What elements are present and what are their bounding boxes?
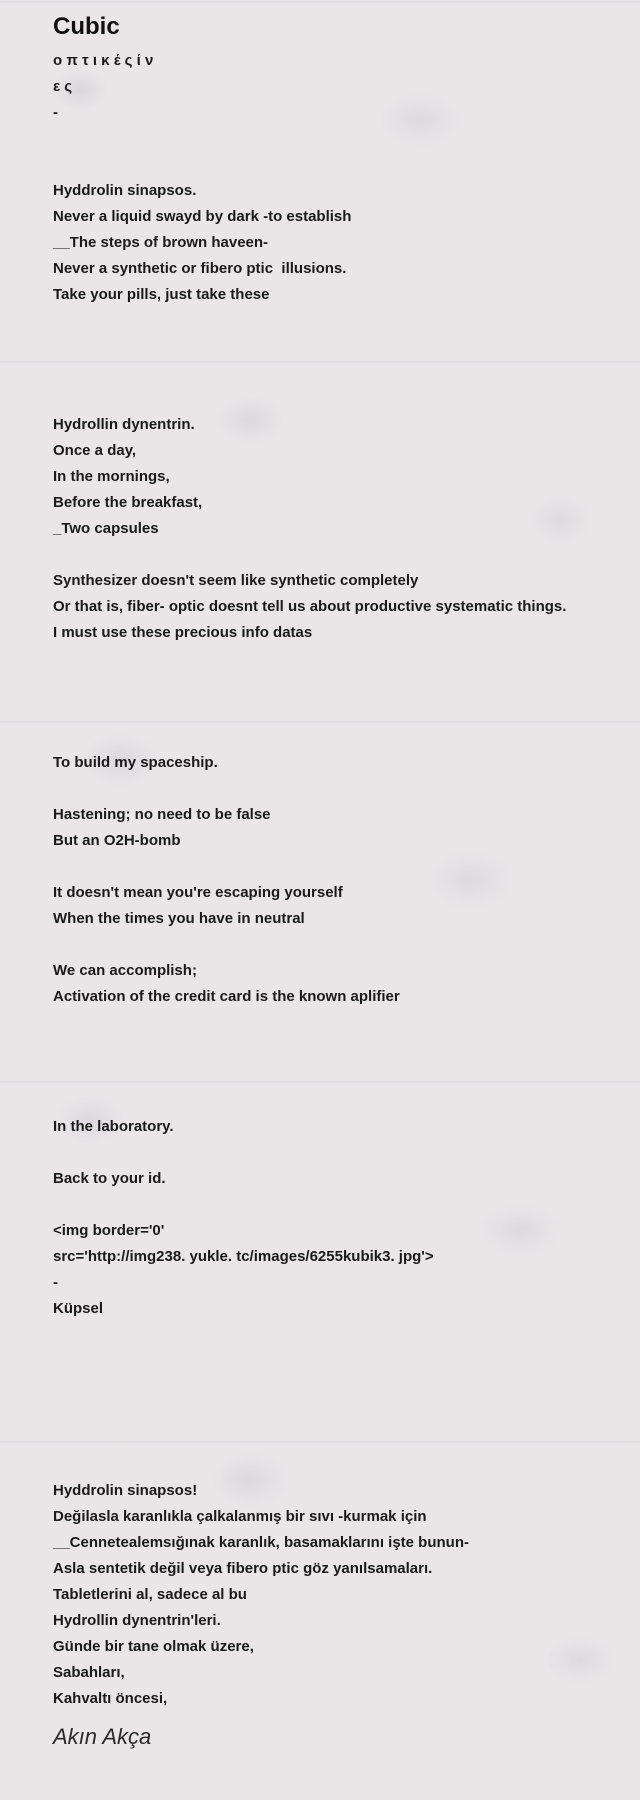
poem-line: When the times you have in neutral (53, 910, 305, 927)
poem-line: Kahvaltı öncesi, (53, 1690, 168, 1707)
poem-line: Never a synthetic or fibero ptic illusions. (53, 260, 347, 277)
poem-line (53, 776, 613, 802)
poem-line (53, 1088, 613, 1114)
poem-line: Tabletlerini al, sadece al bu (53, 1586, 247, 1603)
poem-line: Sabahları, (53, 1664, 125, 1681)
poem-line: In the mornings, (53, 468, 170, 485)
poem-line (53, 1374, 613, 1400)
poem-line (53, 1452, 613, 1478)
poem-author: Akın Akça (53, 1724, 152, 1749)
poem-line: Take your pills, just take these (53, 286, 270, 303)
poem-line (53, 334, 613, 360)
poem-line: Once a day, (53, 442, 137, 459)
poem-line: Günde bir tane olmak üzere, (53, 1638, 254, 1655)
poem-line: ε ς (53, 78, 73, 95)
poem-line: Hyddrolin sinapsos. (53, 182, 197, 199)
poem-line (53, 152, 613, 178)
poem-line (53, 1036, 613, 1062)
poem-line (53, 1192, 613, 1218)
poem-line (53, 126, 613, 152)
poem-line: In the laboratory. (53, 1118, 174, 1135)
poem-container (53, 10, 613, 1752)
poem-line (53, 932, 613, 958)
poem-line (53, 724, 613, 750)
poem-line: Before the breakfast, (53, 494, 203, 511)
poem-line (53, 386, 613, 412)
poem-line: Hydrollin dynentrin'leri. (53, 1612, 221, 1629)
poem-line: Back to your id. (53, 1170, 166, 1187)
poem-line: I must use these precious info datas (53, 624, 313, 641)
poem-line: We can accomplish; (53, 962, 197, 979)
poem-line: - (53, 104, 58, 121)
poem-body (53, 48, 613, 1712)
poem-line: Or that is, fiber- optic doesnt tell us about productive systematic things. (53, 598, 567, 615)
poem-line (53, 360, 613, 386)
poem-line: __The steps of brown haveen- (53, 234, 269, 251)
poem-line (53, 854, 613, 880)
poem-line: Değilasla karanlıkla çalkalanmış bir sıvı -kurmak için (53, 1508, 427, 1525)
poem-line: It doesn't mean you're escaping yourself (53, 884, 343, 901)
poem-line: Never a liquid swayd by dark -to establish (53, 208, 352, 225)
poem-line: Küpsel (53, 1300, 104, 1317)
poem-line (53, 698, 613, 724)
poem-line (53, 308, 613, 334)
poem-line: Synthesizer doesn't seem like synthetic completely (53, 572, 419, 589)
poem-line: To build my spaceship. (53, 754, 218, 771)
poem-line: But an O2H-bomb (53, 832, 181, 849)
poem-line (53, 1348, 613, 1374)
poem-line: Hyddrolin sinapsos! (53, 1482, 198, 1499)
poem-line (53, 646, 613, 672)
poem-line: - (53, 1274, 58, 1291)
poem-line (53, 1426, 613, 1452)
poem-title: Cubic (53, 13, 120, 40)
poem-line: <img border='0' (53, 1222, 165, 1239)
poem-line (53, 1140, 613, 1166)
poem-line: Asla sentetik değil veya fibero ptic göz yanılsamaları. (53, 1560, 433, 1577)
poem-line: Activation of the credit card is the known aplifier (53, 988, 400, 1005)
poem-line: ο π τ ι κ έ ς ί ν (53, 52, 154, 69)
poem-line: _Two capsules (53, 520, 159, 537)
poem-line (53, 542, 613, 568)
poem-line (53, 1322, 613, 1348)
poem-line: __Cennetealemsığınak karanlık, basamaklarını işte bunun- (53, 1534, 469, 1551)
poem-line (53, 672, 613, 698)
poem-line: src='http://img238. yukle. tc/images/6255kubik3. jpg'> (53, 1248, 434, 1265)
poem-line: Hastening; no need to be false (53, 806, 271, 823)
poem-line (53, 1010, 613, 1036)
poem-line (53, 1400, 613, 1426)
poem-line (53, 1062, 613, 1088)
poem-line: Hydrollin dynentrin. (53, 416, 195, 433)
